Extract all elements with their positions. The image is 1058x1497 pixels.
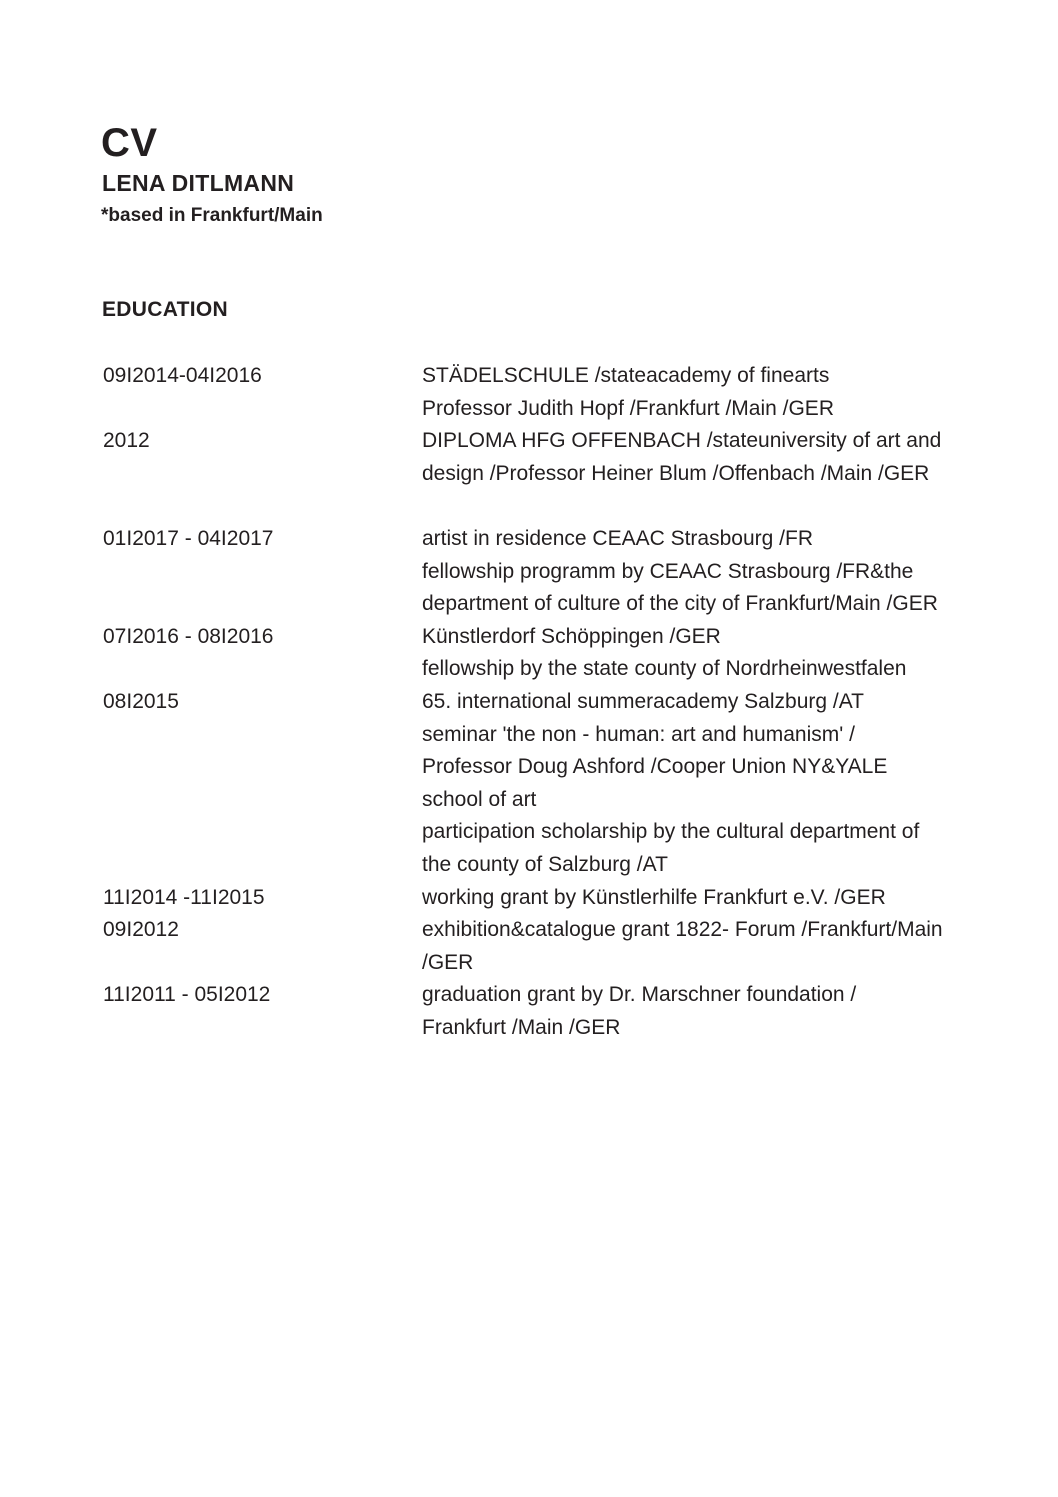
cv-entry-row	[103, 621, 983, 686]
entry-description-line: Frankfurt /Main /GER	[422, 1015, 621, 1039]
entry-description-line: working grant by Künstlerhilfe Frankfurt e.V. /GER	[422, 885, 886, 909]
entry-date: 08I2015	[103, 689, 179, 713]
entry-description-line: /GER	[422, 950, 474, 974]
entry-date: 11I2014 -11I2015	[103, 885, 265, 909]
entry-description	[422, 979, 983, 1044]
entry-description-line: design /Professor Heiner Blum /Offenbach /Main /GER	[422, 461, 930, 485]
cv-entry-row	[103, 360, 983, 425]
entry-date: 07I2016 - 08I2016	[103, 624, 274, 648]
page-title: CV	[101, 121, 158, 165]
entry-date: 11I2011 - 05I2012	[103, 983, 271, 1007]
entry-description-line: seminar 'the non - human: art and humanism' /	[422, 722, 855, 746]
entry-description-line: Professor Judith Hopf /Frankfurt /Main /GER	[422, 396, 834, 420]
entry-date: 09I2012	[103, 918, 179, 942]
entry-description-line: Künstlerdorf Schöppingen /GER	[422, 624, 721, 648]
entry-description-line: fellowship by the state county of Nordrheinwestfalen	[422, 657, 907, 681]
based-in-note: *based in Frankfurt/Main	[101, 205, 323, 226]
entry-description	[422, 360, 983, 425]
person-name: LENA DITLMANN	[102, 170, 295, 196]
cv-entry-row	[103, 523, 983, 621]
cv-entry-row	[103, 686, 983, 882]
education-table	[103, 360, 983, 1044]
entry-description-line: artist in residence CEAAC Strasbourg /FR	[422, 526, 813, 550]
entry-description	[422, 882, 983, 915]
entry-description	[422, 914, 983, 979]
entry-description-line: fellowship programm by CEAAC Strasbourg /FR&the	[422, 559, 914, 583]
entry-date: 09I2014-04I2016	[103, 364, 262, 387]
cv-entry-row	[103, 425, 983, 490]
entry-description	[422, 621, 983, 686]
entry-description-line: Professor Doug Ashford /Cooper Union NY&YALE	[422, 755, 888, 779]
entry-description-line: the county of Salzburg /AT	[422, 852, 668, 876]
entry-description-line: graduation grant by Dr. Marschner foundation /	[422, 983, 857, 1007]
entry-description	[422, 523, 983, 621]
entry-date: 2012	[103, 429, 150, 453]
entry-description-line: school of art	[422, 787, 537, 811]
entry-date: 01I2017 - 04I2017	[103, 526, 274, 550]
entry-description-line: DIPLOMA HFG OFFENBACH /stateuniversity of art and	[422, 429, 942, 453]
entry-description	[422, 686, 983, 882]
entry-description-line: exhibition&catalogue grant 1822- Forum /Frankfurt/Main	[422, 918, 943, 942]
entry-description-line: department of culture of the city of Frankfurt/Main /GER	[422, 592, 938, 616]
cv-entry-row	[103, 882, 983, 915]
entry-description-line: STÄDELSCHULE /stateacademy of finearts	[422, 364, 830, 387]
entry-description	[422, 425, 983, 490]
entry-description-line: participation scholarship by the cultural department of	[422, 820, 920, 844]
education-section-heading: EDUCATION	[102, 298, 228, 321]
group-spacer	[103, 490, 983, 523]
entry-description-line: 65. international summeracademy Salzburg /AT	[422, 689, 864, 713]
cv-entry-row	[103, 979, 983, 1044]
cv-entry-row	[103, 914, 983, 979]
